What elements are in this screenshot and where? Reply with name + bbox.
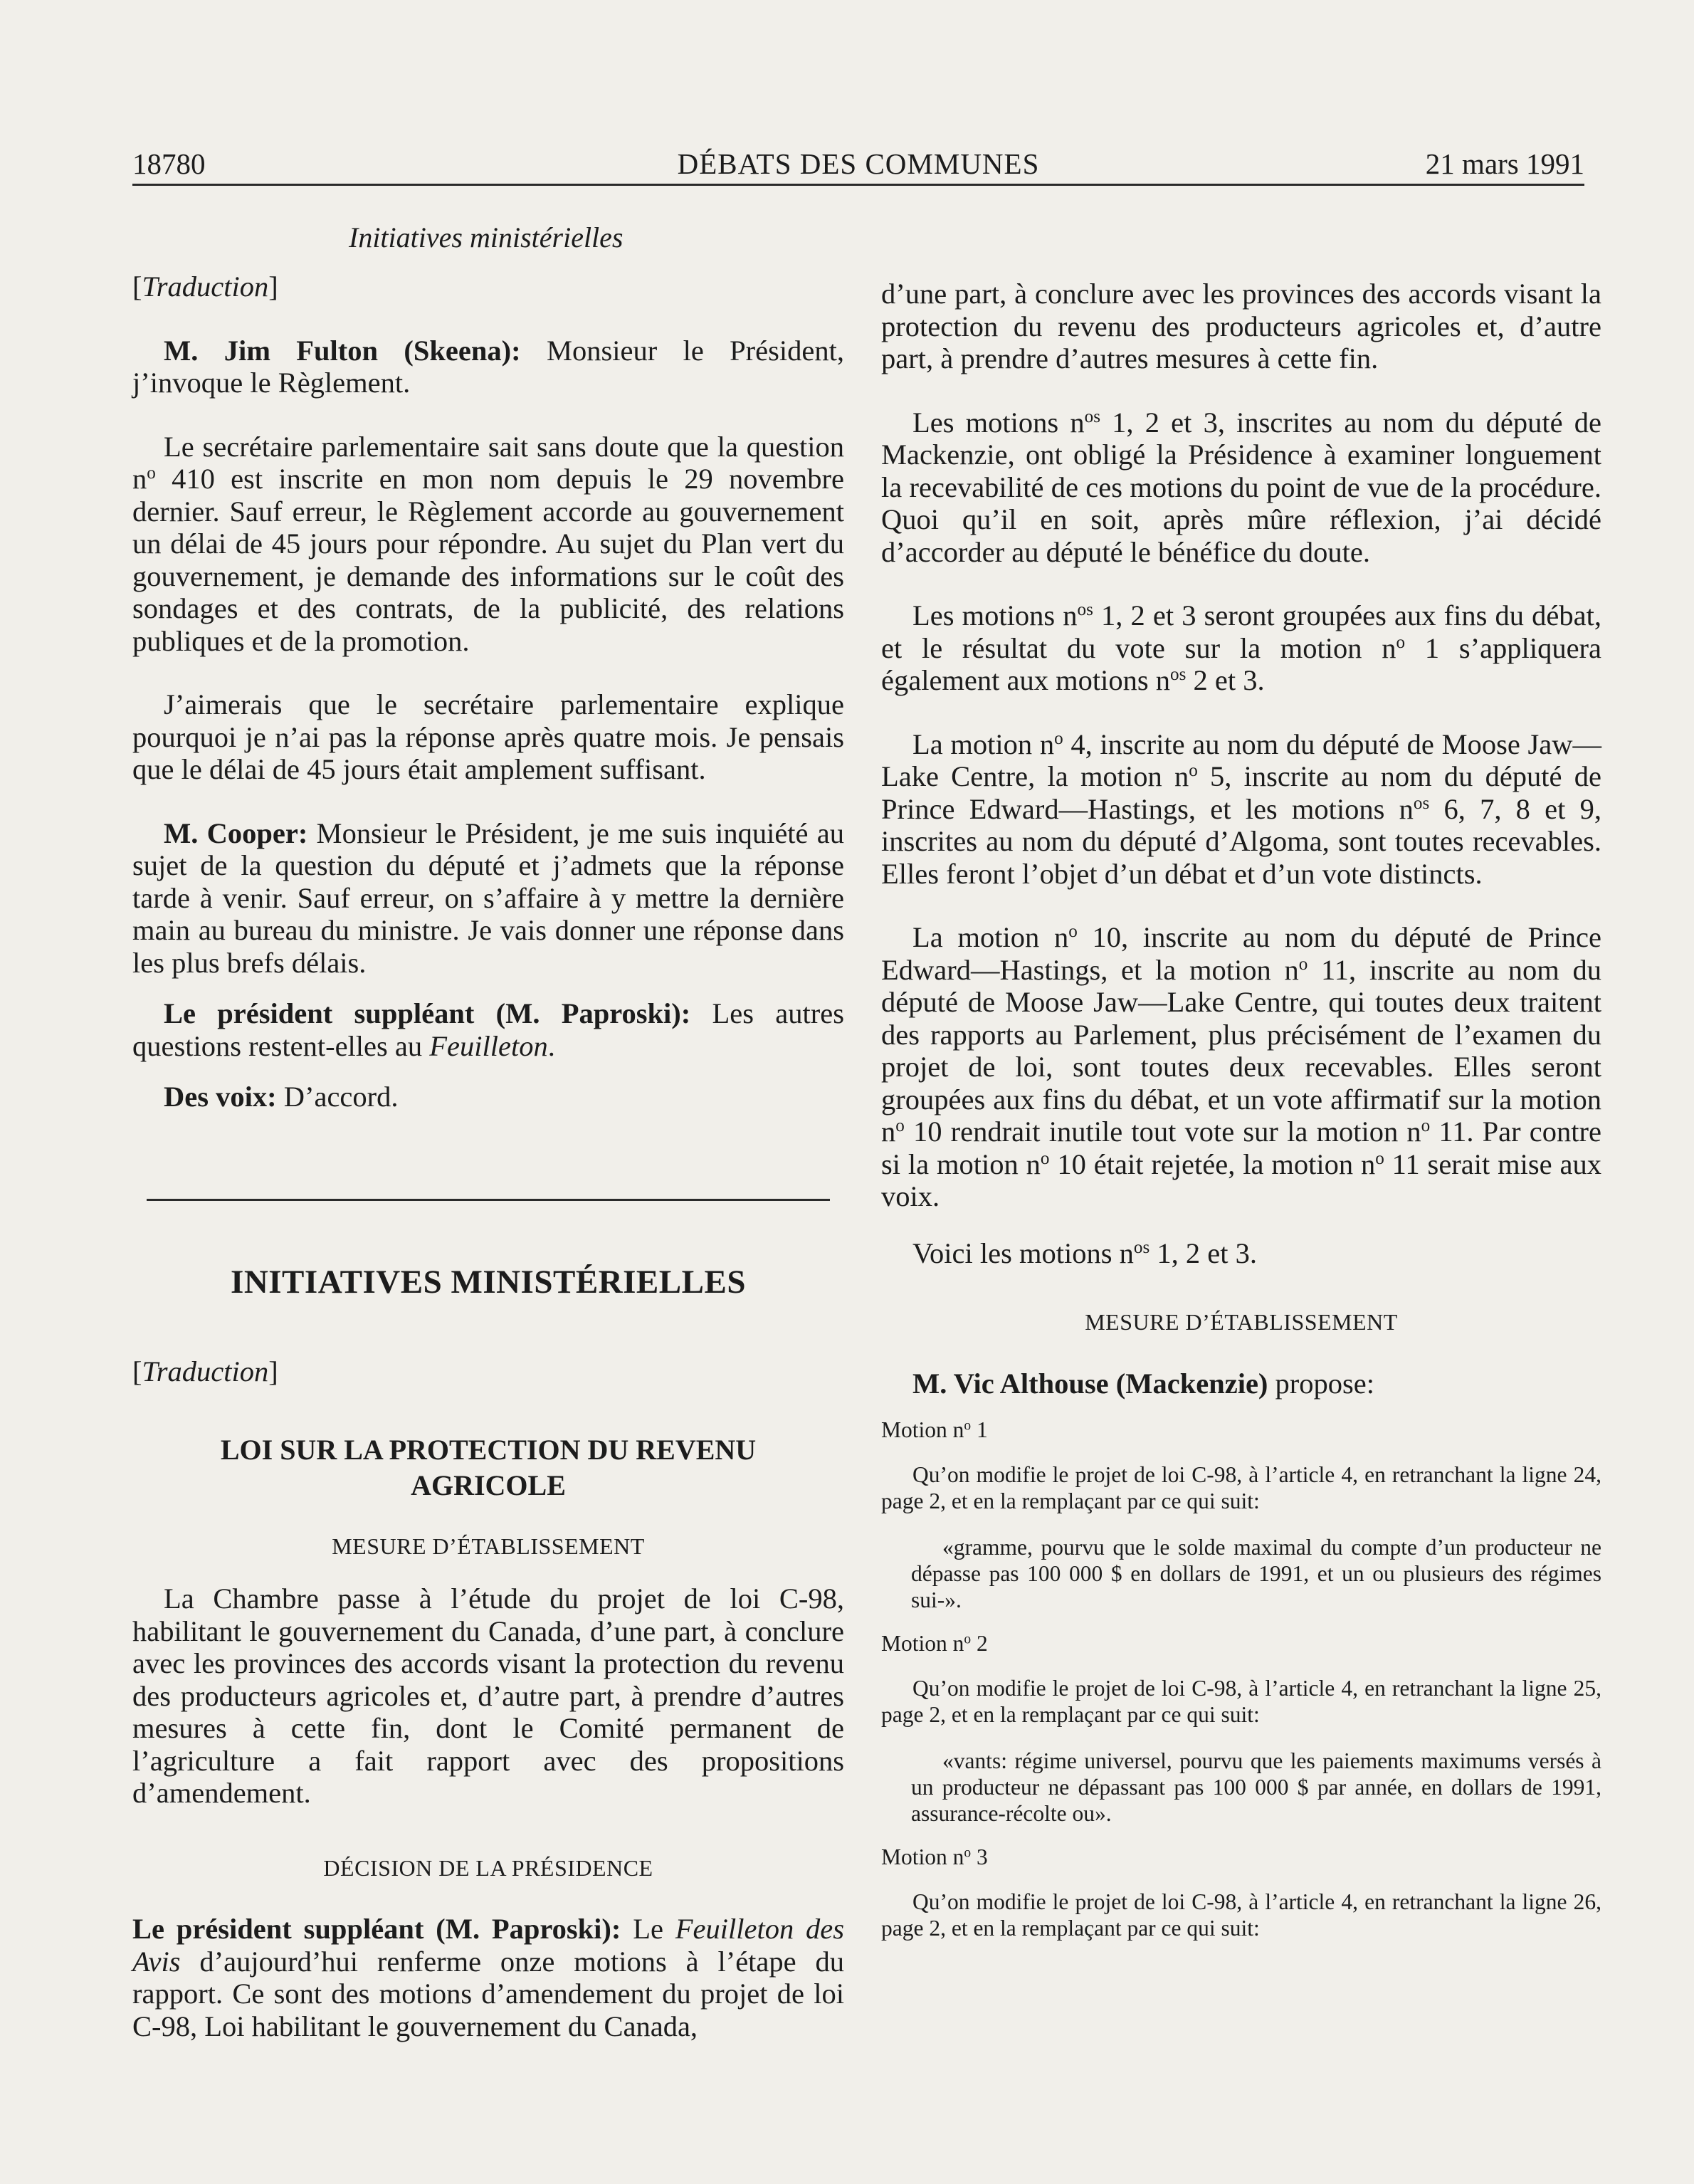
right-column — [881, 278, 1601, 1941]
translation-note: [Traduction] — [132, 1355, 278, 1387]
motion-quote: «vants: régime universel, pourvu que les paiements maximums versés à un producteur ne dépassant pas 100 000 $ par année, en dollars de 1991, assurance-récolte ou». — [911, 1748, 1601, 1826]
paragraph: Les motions $n^{os}$ 1, 2 et 3 seront groupées aux fins du débat, et le résultat du vote sur la motion $n^o$ 1 s’appliquera également aux motions $n^{os}$ 2 et 3. — [881, 599, 1602, 696]
section-heading: INITIATIVES MINISTÉRIELLES — [231, 1263, 746, 1301]
paragraph: Voici les motions $n^{os}$ 1, 2 et 3. — [912, 1237, 1257, 1269]
speaker-name: Le président suppléant (M. Paproski): — [164, 997, 691, 1029]
paragraph: La Chambre passe à l’étude du projet de loi C-98, habilitant le gouvernement du Canada, d’une part, à conclure avec les provinces des accords visant la protection du revenu des producteurs agricoles et, d’autre part, à prendre d’autres mesures à cette fin, dont le Comité permanent de l’agriculture a fait rapport avec des propositions d’amendement. — [132, 1582, 844, 1809]
paragraph: M. Cooper: Monsieur le Président, je me suis inquiété au sujet de la question du député et j’admets que la réponse tarde à venir. Sauf erreur, on s’affaire à y mettre la dernière main au bureau du ministre. Je vais donner une réponse dans les plus brefs délais. — [132, 817, 845, 979]
decision-heading: DÉCISION DE LA PRÉSIDENCE — [323, 1854, 653, 1881]
paragraph: La motion $n^o$ 10, inscrite au nom du député de Prince Edward—Hastings, et la motion $n^o$ 11, inscrite au nom du député de Moose Jaw—Lake Centre, qui toutes deux traitent des rapports au Parlement, plus précisément de l’examen du projet de loi, sont toutes deux recevables. Elles seront groupées aux fins du débat, et un vote affirmatif sur la motion $n^o$ 10 rendrait inutile tout vote sur la motion $n^o$ 11. Par contre si la motion $n^o$ 10 était rejetée, la motion $n^o$ 11 serait mise aux voix. — [881, 921, 1601, 1212]
page-date: 21 mars 1991 — [1425, 147, 1584, 180]
motion-quote: «gramme, pourvu que le solde maximal du compte d’un producteur ne dépasse pas 100 000 $ en dollars de 1991, et un ou plusieurs des régimes sui-». — [911, 1535, 1601, 1612]
header-rule — [132, 184, 1584, 186]
stage-heading: MESURE D’ÉTABLISSEMENT — [1085, 1309, 1398, 1335]
page-header — [132, 140, 1584, 185]
paragraph: d’une part, à conclure avec les provinces des accords visant la protection du revenu des producteurs agricoles et, d’autre part, à prendre d’autres mesures à cette fin. — [881, 278, 1601, 374]
page-number: 18780 — [132, 147, 206, 180]
mover-line: M. Vic Althouse (Mackenzie) propose: — [912, 1367, 1375, 1400]
speaker-name: Le président suppléant (M. Paproski): — [132, 1913, 621, 1945]
left-column — [132, 271, 844, 2042]
paragraph: Les motions $n^{os}$ 1, 2 et 3, inscrites au nom du député de Mackenzie, ont obligé la Présidence à examiner longuement la recevabilité de ces motions du point de vue de la procédure. Quoi qu’il en soit, après mûre réflexion, j’ai décidé d’accorder au député le bénéfice du doute. — [881, 406, 1601, 568]
stage-heading: MESURE D’ÉTABLISSEMENT — [332, 1533, 645, 1559]
motion-text: Qu’on modifie le projet de loi C-98, à l’article 4, en retranchant la ligne 26, page 2, et en la remplaçant par ce qui suit: — [881, 1889, 1601, 1941]
motion-text: Qu’on modifie le projet de loi C-98, à l’article 4, en retranchant la ligne 24, page 2, et en la remplaçant par ce qui suit: — [881, 1462, 1601, 1513]
paragraph: M. Jim Fulton (Skeena): Monsieur le Président, j’invoque le Règlement. — [132, 334, 844, 399]
motion-label: Motion $n^o$ 1 — [881, 1417, 988, 1442]
running-head: Initiatives ministérielles — [349, 221, 624, 253]
paragraph: La motion $n^o$ 4, inscrite au nom du député de Moose Jaw—Lake Centre, la motion $n^o$ 5, inscrite au nom du député de Prince Edward—Hastings, et les motions $n^{os}$ 6, 7, 8 et 9, inscrites au nom du député d’Algoma, sont toutes recevables. Elles feront l’objet d’un débat et d’un vote distincts. — [881, 728, 1601, 890]
speaker-name: M. Cooper: — [164, 817, 308, 849]
motion-label: Motion $n^o$ 2 — [881, 1631, 988, 1656]
motion-label: Motion $n^o$ 3 — [881, 1844, 988, 1869]
paragraph: J’aimerais que le secrétaire parlementaire explique pourquoi je n’ai pas la réponse après quatre mois. Je pensais que le délai de 45 jours était amplement suffisant. — [132, 688, 844, 785]
paragraph: Des voix: D’accord. — [164, 1081, 399, 1113]
motion-text: Qu’on modifie le projet de loi C-98, à l’article 4, en retranchant la ligne 25, page 2, et en la remplaçant par ce qui suit: — [881, 1676, 1601, 1727]
paragraph: Le président suppléant (M. Paproski): Les autres questions restent-elles au Feuilleton. — [132, 997, 844, 1062]
publication-title: DÉBATS DES COMMUNES — [677, 147, 1040, 180]
speaker-name: Des voix: — [164, 1081, 277, 1113]
bill-title: LOI SUR LA PROTECTION DU REVENU AGRICOLE — [220, 1433, 757, 1501]
translation-note: [Traduction] — [132, 271, 278, 303]
section-separator — [147, 1199, 830, 1201]
paragraph: Le président suppléant (M. Paproski): Le Feuilleton des Avis d’aujourd’hui renferme onze motions à l’étape du rapport. Ce sont des motions d’amendement du projet de loi C-98, Loi habilitant le gouvernement du Canada, — [132, 1913, 845, 2042]
speaker-name: M. Jim Fulton (Skeena): — [164, 334, 521, 367]
paragraph: Le secrétaire parlementaire sait sans doute que la question $n^o$ 410 est inscrite en mon nom depuis le 29 novembre dernier. Sauf erreur, le Règlement accorde au gouvernement un délai de 45 jours pour répondre. Au sujet du Plan vert du gouvernement, je demande des informations sur le coût des sondages et des contrats, de la publicité, des relations publiques et de la promotion. — [132, 430, 844, 657]
